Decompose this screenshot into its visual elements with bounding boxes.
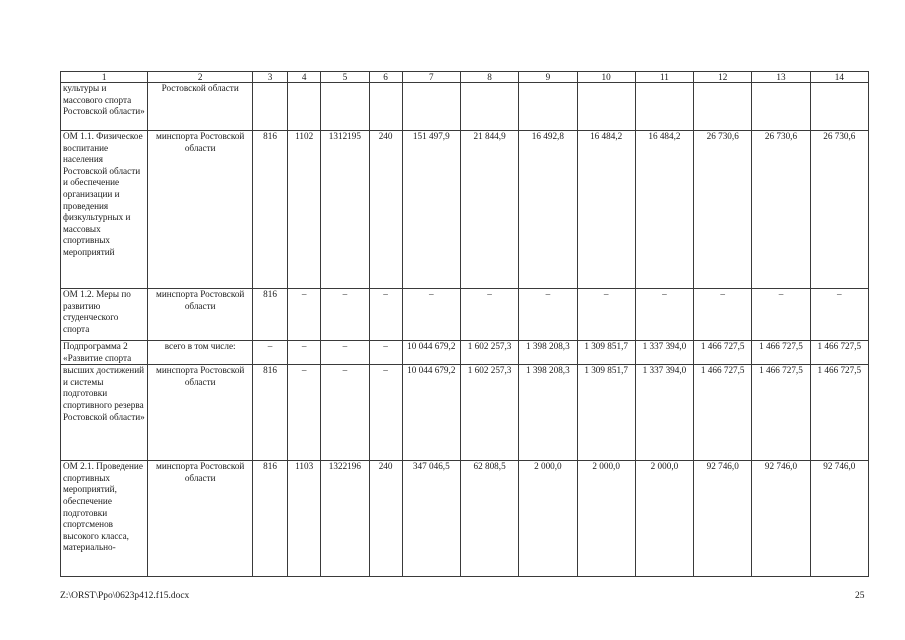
table-row <box>61 461 869 577</box>
cell-col-8 <box>460 83 518 131</box>
cell-col-14: 92 746,0 <box>810 461 868 577</box>
cell-col-9: 16 492,8 <box>519 131 577 289</box>
cell-col-8: 21 844,9 <box>460 131 518 289</box>
column-header-9: 9 <box>519 72 577 83</box>
cell-col-4: – <box>288 341 321 365</box>
row-name: ОМ 1.1. Физическое воспитание населения Ростовской области и обеспечение организации и проведения физкультурных и массовых спортивных мероприятий <box>61 131 148 289</box>
cell-col-10: – <box>577 289 635 341</box>
cell-col-13: 1 466 727,5 <box>752 341 810 365</box>
cell-col-8: 1 602 257,3 <box>460 341 518 365</box>
cell-col-10: 1 309 851,7 <box>577 365 635 461</box>
cell-col-12: 1 466 727,5 <box>694 341 752 365</box>
row-name: ОМ 2.1. Проведение спортивных мероприятий, обеспечение подготовки спортсменов высокого класса, материально- <box>61 461 148 577</box>
table-row <box>61 365 869 461</box>
column-header-4: 4 <box>288 72 321 83</box>
cell-col-12: 1 466 727,5 <box>694 365 752 461</box>
cell-col-14: 26 730,6 <box>810 131 868 289</box>
cell-col-6: 240 <box>369 131 402 289</box>
table-body <box>61 72 869 577</box>
column-header-7: 7 <box>402 72 460 83</box>
table-row <box>61 83 869 131</box>
table-header-row <box>61 72 869 83</box>
cell-col-14: – <box>810 289 868 341</box>
column-header-1: 1 <box>61 72 148 83</box>
cell-col-13: 92 746,0 <box>752 461 810 577</box>
cell-col-14 <box>810 83 868 131</box>
cell-col-5 <box>321 83 369 131</box>
cell-col-4: – <box>288 289 321 341</box>
cell-col-12: 92 746,0 <box>694 461 752 577</box>
cell-col-9: 1 398 208,3 <box>519 341 577 365</box>
cell-col-6: – <box>369 289 402 341</box>
cell-col-11: 2 000,0 <box>635 461 693 577</box>
footer-page-number: 25 <box>855 591 865 601</box>
cell-col-4: 1102 <box>288 131 321 289</box>
row-name: культуры и массового спорта Ростовской области» <box>61 83 148 131</box>
column-header-2: 2 <box>148 72 253 83</box>
cell-col-13 <box>752 83 810 131</box>
cell-col-8: 62 808,5 <box>460 461 518 577</box>
cell-col-5: – <box>321 341 369 365</box>
cell-col-5: – <box>321 365 369 461</box>
cell-col-5: 1312195 <box>321 131 369 289</box>
row-executor: всего в том числе: <box>148 341 253 365</box>
cell-col-7: 10 044 679,2 <box>402 365 460 461</box>
cell-col-6: – <box>369 341 402 365</box>
row-executor: минспорта Ростовской области <box>148 289 253 341</box>
cell-col-8: – <box>460 289 518 341</box>
cell-col-3: – <box>252 341 287 365</box>
row-name: Подпрограмма 2 «Развитие спорта <box>61 341 148 365</box>
row-executor: минспорта Ростовской области <box>148 461 253 577</box>
column-header-5: 5 <box>321 72 369 83</box>
cell-col-3: 816 <box>252 461 287 577</box>
cell-col-13: – <box>752 289 810 341</box>
cell-col-9: 1 398 208,3 <box>519 365 577 461</box>
row-name: высших достижений и системы подготовки спортивного резерва Ростовской области» <box>61 365 148 461</box>
cell-col-8: 1 602 257,3 <box>460 365 518 461</box>
cell-col-12: 26 730,6 <box>694 131 752 289</box>
cell-col-11: 1 337 394,0 <box>635 341 693 365</box>
cell-col-7 <box>402 83 460 131</box>
cell-col-10: 1 309 851,7 <box>577 341 635 365</box>
cell-col-3 <box>252 83 287 131</box>
cell-col-10 <box>577 83 635 131</box>
cell-col-11: 16 484,2 <box>635 131 693 289</box>
cell-col-5: 1322196 <box>321 461 369 577</box>
column-header-13: 13 <box>752 72 810 83</box>
column-header-11: 11 <box>635 72 693 83</box>
footer-file-path: Z:\ORST\Ppo\0623p412.f15.docx <box>60 591 190 601</box>
cell-col-7: 10 044 679,2 <box>402 341 460 365</box>
cell-col-10: 16 484,2 <box>577 131 635 289</box>
cell-col-9: – <box>519 289 577 341</box>
column-header-6: 6 <box>369 72 402 83</box>
table-row <box>61 341 869 365</box>
cell-col-3: 816 <box>252 131 287 289</box>
cell-col-7: 347 046,5 <box>402 461 460 577</box>
table-row <box>61 131 869 289</box>
column-header-12: 12 <box>694 72 752 83</box>
cell-col-5: – <box>321 289 369 341</box>
cell-col-14: 1 466 727,5 <box>810 341 868 365</box>
cell-col-3: 816 <box>252 289 287 341</box>
row-name: ОМ 1.2. Меры по развитию студенческого спорта <box>61 289 148 341</box>
cell-col-4: – <box>288 365 321 461</box>
cell-col-6 <box>369 83 402 131</box>
table-row <box>61 289 869 341</box>
cell-col-6: 240 <box>369 461 402 577</box>
budget-table <box>60 71 869 577</box>
cell-col-6: – <box>369 365 402 461</box>
cell-col-9 <box>519 83 577 131</box>
cell-col-10: 2 000,0 <box>577 461 635 577</box>
cell-col-3: 816 <box>252 365 287 461</box>
cell-col-7: 151 497,9 <box>402 131 460 289</box>
cell-col-14: 1 466 727,5 <box>810 365 868 461</box>
column-header-3: 3 <box>252 72 287 83</box>
cell-col-9: 2 000,0 <box>519 461 577 577</box>
row-executor: минспорта Ростовской области <box>148 365 253 461</box>
cell-col-12: – <box>694 289 752 341</box>
cell-col-13: 26 730,6 <box>752 131 810 289</box>
cell-col-11: 1 337 394,0 <box>635 365 693 461</box>
column-header-8: 8 <box>460 72 518 83</box>
cell-col-11 <box>635 83 693 131</box>
column-header-14: 14 <box>810 72 868 83</box>
cell-col-12 <box>694 83 752 131</box>
cell-col-7: – <box>402 289 460 341</box>
column-header-10: 10 <box>577 72 635 83</box>
cell-col-4: 1103 <box>288 461 321 577</box>
row-executor: минспорта Ростовской области <box>148 131 253 289</box>
cell-col-4 <box>288 83 321 131</box>
cell-col-11: – <box>635 289 693 341</box>
cell-col-13: 1 466 727,5 <box>752 365 810 461</box>
row-executor: Ростовской области <box>148 83 253 131</box>
